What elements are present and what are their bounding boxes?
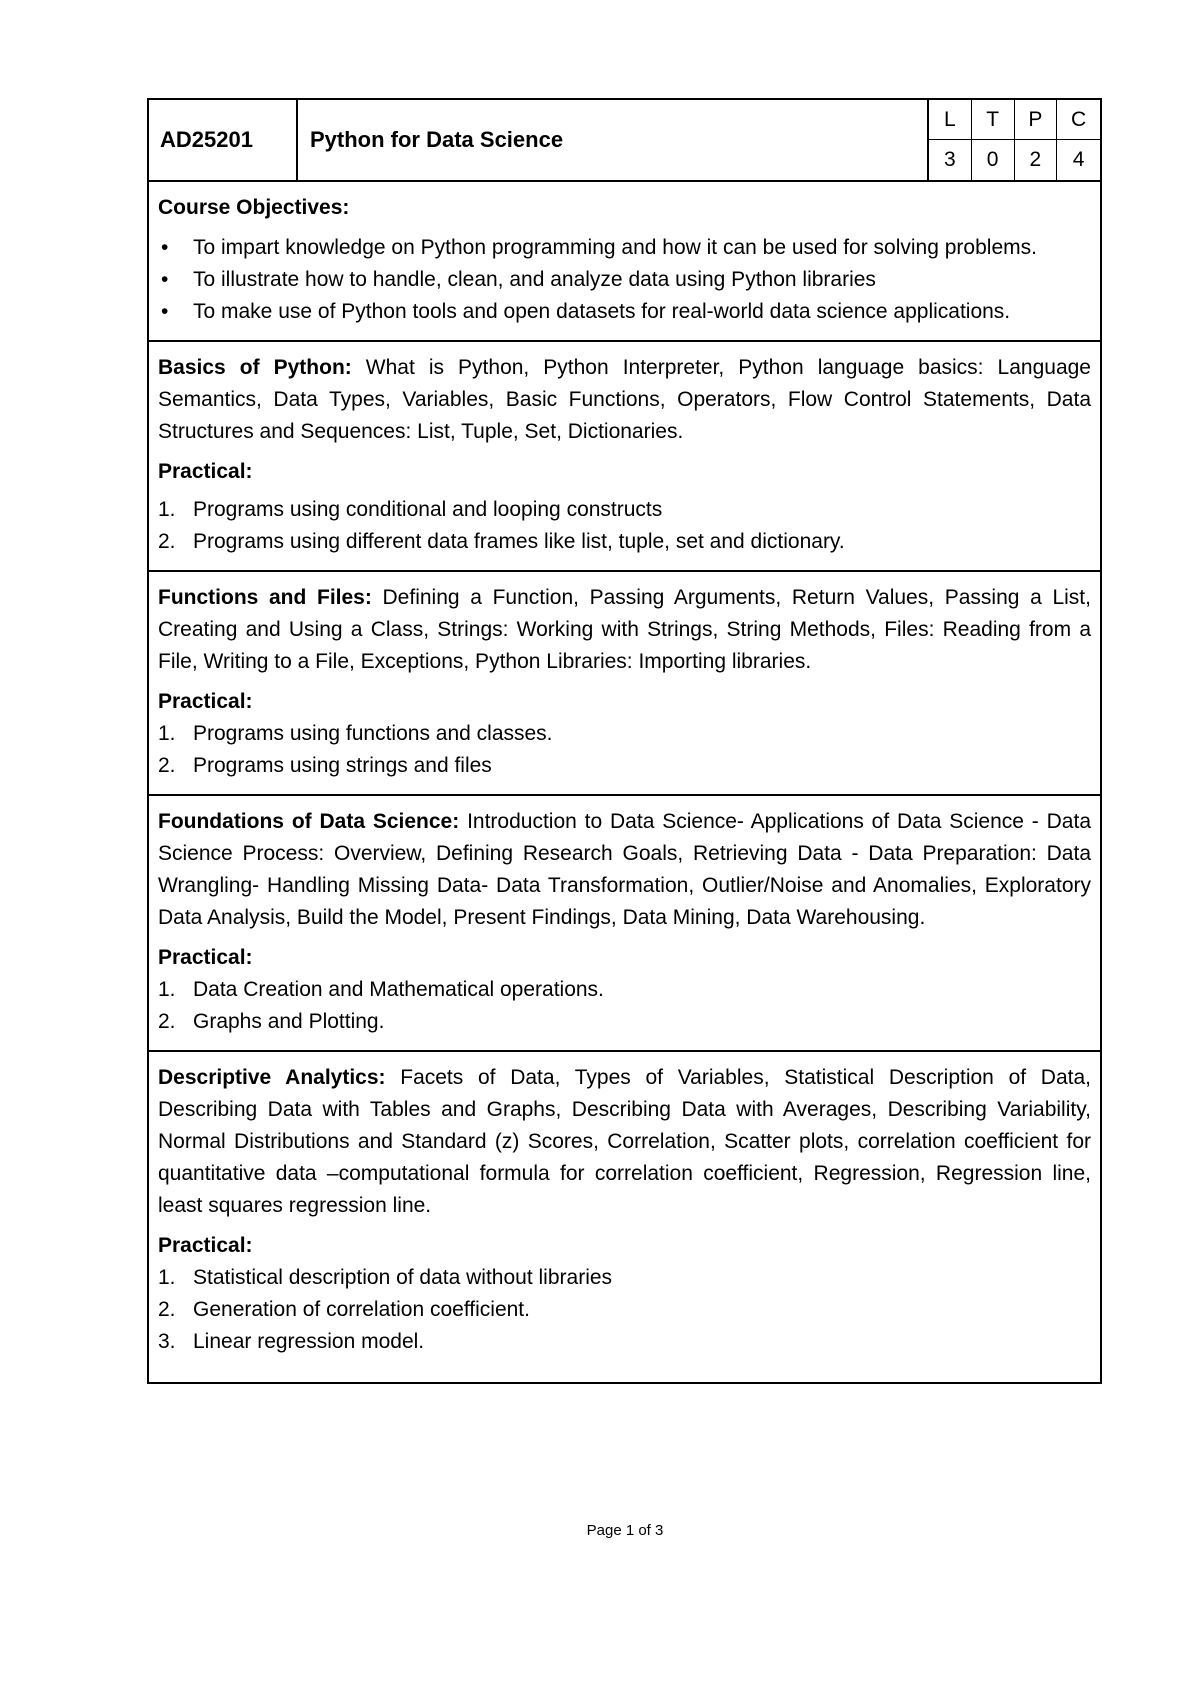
ltpc-value-l: 3 [929, 140, 972, 180]
course-header-row [149, 100, 1100, 182]
course-code: AD25201 [149, 100, 298, 180]
practical-heading: Practical: [158, 946, 253, 969]
ltpc-header-t: T [972, 100, 1015, 140]
objective-item: • To impart knowledge on Python programming and how it can be used for solving problems. [158, 232, 1091, 264]
course-title: Python for Data Science [310, 127, 564, 152]
unit-content: What is Python, Python Interpreter, Python language basics: Language Semantics, Data Types, Variables, Basic Functions, Operators, Flow Control Statements, Data Structures and Sequences: List, Tuple, Set, Dictionaries. [158, 356, 1091, 443]
practical-item: 1. Data Creation and Mathematical operations. [158, 978, 604, 1001]
practical-heading: Practical: [158, 690, 253, 713]
unit-description [158, 1062, 1091, 1222]
objectives-list [158, 232, 1091, 328]
unit-content: Defining a Function, Passing Arguments, Return Values, Passing a List, Creating and Using a Class, Strings: Working with Strings, String Methods, Files: Reading from a File, Writing to a File, Exceptions, Python Libraries: Importing libraries. [158, 586, 1091, 673]
bullet-icon: • [161, 268, 169, 291]
unit-heading: Foundations of Data Science: [158, 810, 460, 833]
practical-heading: Practical: [158, 460, 253, 483]
bullet-icon: • [161, 236, 169, 259]
page-number: Page 1 of 3 [586, 1522, 664, 1539]
ltpc-grid [927, 100, 1100, 180]
unit-descriptive-analytics [149, 1052, 1100, 1382]
unit-content: Facets of Data, Types of Variables, Statistical Description of Data, Describing Data with Tables and Graphs, Describing Data with Averages, Describing Variability, Normal Distributions and Standard (z) Scores, Correlation, Scatter plots, correlation coefficient for quantitative data –computational formula for correlation coefficient, Regression, Regression line, least squares regression line. [158, 1066, 1091, 1217]
objective-item: • To illustrate how to handle, clean, and analyze data using Python libraries [158, 264, 1091, 296]
practical-list [158, 1262, 1091, 1358]
practical-item: 3. Linear regression model. [158, 1330, 425, 1353]
ltpc-header-c: C [1057, 100, 1100, 140]
practical-list [158, 718, 1091, 782]
practical-item: 2. Programs using different data frames like list, tuple, set and dictionary. [158, 530, 845, 553]
practical-item: 2. Generation of correlation coefficient. [158, 1298, 530, 1321]
ltpc-header-l: L [929, 100, 972, 140]
unit-description [158, 352, 1091, 448]
objectives-section [149, 182, 1100, 342]
unit-functions-and-files [149, 572, 1100, 796]
unit-heading: Functions and Files: [158, 586, 372, 609]
practical-item: 2. Graphs and Plotting. [158, 1010, 385, 1033]
bullet-icon: • [161, 300, 169, 323]
ltpc-value-t: 0 [972, 140, 1015, 180]
syllabus-table [147, 98, 1102, 1384]
practical-list [158, 974, 1091, 1038]
ltpc-value-p: 2 [1015, 140, 1058, 180]
practical-item: 1. Programs using conditional and looping constructs [158, 498, 663, 521]
unit-description [158, 582, 1091, 678]
unit-basics-of-python [149, 342, 1100, 572]
unit-content: Introduction to Data Science- Applications of Data Science - Data Science Process: Overview, Defining Research Goals, Retrieving Data - Data Preparation: Data Wrangling- Handling Missing Data- Data Transformation, Outlier/Noise and Anomalies, Exploratory Data Analysis, Build the Model, Present Findings, Data Mining, Data Warehousing. [158, 810, 1091, 929]
practical-heading: Practical: [158, 1234, 253, 1257]
unit-foundations-of-data-science [149, 796, 1100, 1052]
unit-heading: Descriptive Analytics: [158, 1066, 386, 1089]
unit-description [158, 806, 1091, 934]
unit-heading: Basics of Python: [158, 356, 352, 379]
objective-item: • To make use of Python tools and open datasets for real-world data science applications. [158, 296, 1091, 328]
practical-item: 1. Programs using functions and classes. [158, 722, 553, 745]
ltpc-header-p: P [1015, 100, 1058, 140]
practical-list [158, 494, 1091, 558]
practical-item: 1. Statistical description of data without libraries [158, 1266, 613, 1289]
practical-item: 2. Programs using strings and files [158, 754, 492, 777]
ltpc-value-c: 4 [1072, 148, 1085, 171]
objectives-heading: Course Objectives: [158, 196, 350, 219]
